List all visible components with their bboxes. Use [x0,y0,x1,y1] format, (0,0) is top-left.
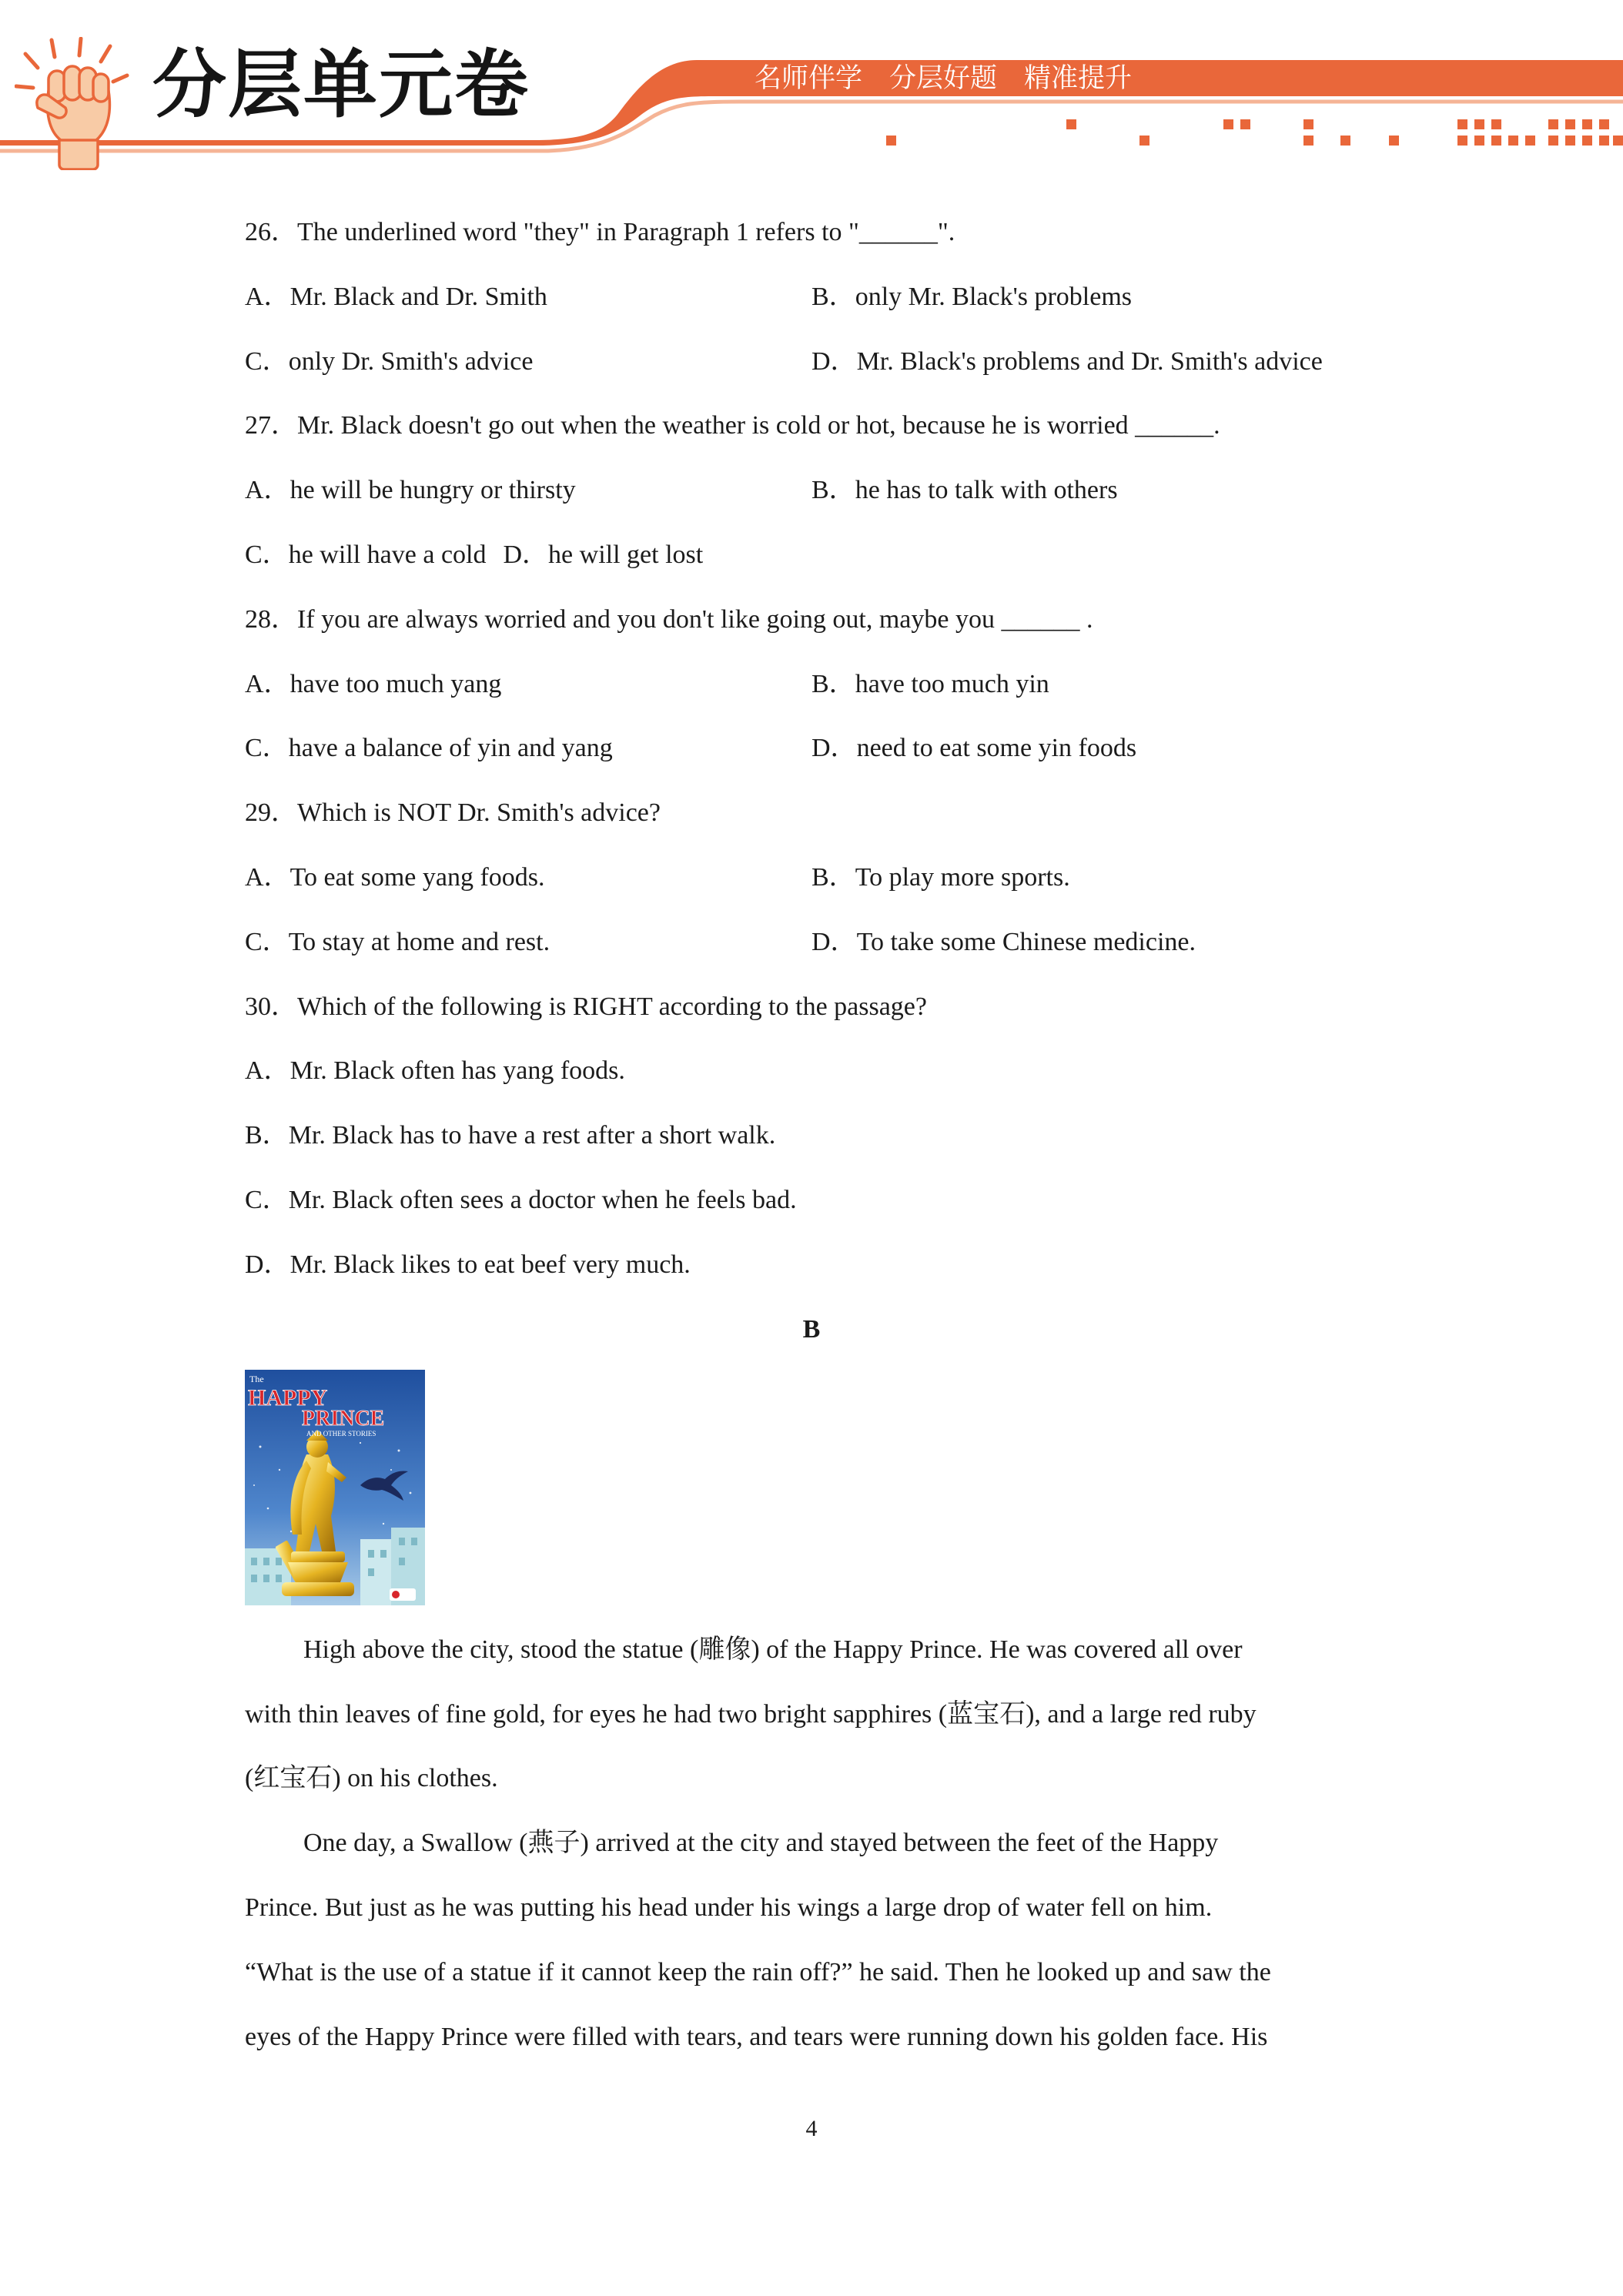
options-row [245,716,1378,781]
hand-fist [37,66,109,169]
paragraph-line: One day, a Swallow (燕子) arrived at the city and stayed between the feet of the Happy [303,1829,1219,1858]
option-text: have a balance of yin and yang [288,734,613,763]
question-stem [245,200,1378,265]
option-d [812,716,1378,781]
question-stem [245,781,1378,845]
option-label: C． [245,734,289,763]
question-number: 28． [245,604,297,634]
question-number: 27． [245,411,297,440]
decor-square [1066,119,1076,129]
question-text: Mr. Black doesn't go out when the weather is cold or hot, because he is worried ______. [297,411,1220,440]
option-a [245,845,812,910]
question-stem [245,393,1378,458]
decor-square [1240,119,1250,129]
paragraph-line: (红宝石) on his clothes. [245,1764,498,1793]
option-label: A． [245,476,290,505]
paragraph-line: Prince. But just as he was putting his head under his wings a large drop of water fell on him. [245,1893,1213,1923]
paragraph-line: “What is the use of a statue if it cannot keep the rain off?” he said. Then he looked up and saw the [245,1957,1271,1986]
options-row [245,330,1378,394]
option-a [245,652,812,717]
option-label: B． [812,669,855,698]
option-label: C． [245,1185,289,1214]
decor-square [1508,136,1518,146]
option-text: have too much yang [289,669,502,698]
publisher-logo-icon [390,1588,416,1601]
option-label: D． [245,1250,290,1279]
decor-square [1613,136,1623,146]
cover-subtitle: AND OTHER STORIES [306,1430,376,1438]
option-a [245,458,812,523]
option-text: have too much yin [855,669,1049,698]
question-text: Which is NOT Dr. Smith's advice? [297,798,661,828]
cover-title-line2: PRINCE [302,1407,385,1431]
option-text: To take some Chinese medicine. [856,927,1196,956]
page-number: 4 [805,2116,818,2141]
decor-square [1582,119,1592,129]
option-b [812,458,1378,523]
option-b [812,265,1378,330]
option-b [245,1103,1378,1168]
option-label: B． [812,476,855,505]
decor-square [1565,119,1575,129]
option-text: he will be hungry or thirsty [289,476,576,505]
option-text: he has to talk with others [855,476,1118,505]
decor-square [1303,119,1313,129]
option-c [245,541,486,569]
option-text: only Dr. Smith's advice [288,346,534,376]
brand-logo-text: 分层单元卷 [152,42,530,128]
option-label: A． [245,669,290,698]
option-text: he will get lost [548,540,704,569]
options-row [245,845,1378,910]
cover-title-small: The [249,1374,264,1385]
option-text: only Mr. Black's problems [855,282,1133,311]
hand-logo-icon [15,37,132,170]
question-text: If you are always worried and you don't like going out, maybe you ______ . [297,604,1093,634]
question-stem [245,975,1378,1039]
options-row-inline [245,523,1378,587]
book-cover-image [245,1370,425,1605]
options-row [245,652,1378,717]
cover-title-line1: HAPPY [248,1385,328,1411]
option-label: D． [812,927,857,956]
paragraph-line: with thin leaves of fine gold, for eyes he had two bright sapphires (蓝宝石), and a large red ruby [245,1699,1257,1729]
option-label: D． [812,346,857,376]
option-a [245,1039,1378,1103]
option-label: C． [245,346,289,376]
option-b [812,845,1378,910]
decor-square [1389,136,1399,146]
options-row [245,910,1378,975]
option-text: Mr. Black's problems and Dr. Smith's advice [856,346,1323,376]
decor-square [1491,119,1501,129]
decor-square [1565,136,1575,146]
decor-square [1223,119,1233,129]
option-d [812,330,1378,394]
option-text: To play more sports. [855,862,1070,892]
paragraph-line: High above the city, stood the statue (雕像) of the Happy Prince. He was covered all over [303,1635,1243,1664]
option-label: A． [245,282,290,311]
decor-square [886,136,896,146]
option-text: To eat some yang foods. [289,862,545,892]
decor-square [1548,119,1558,129]
question-text: Which of the following is RIGHT according to the passage? [297,992,927,1021]
decor-square [1303,136,1313,146]
option-c [245,910,812,975]
decor-square [1474,119,1484,129]
decor-square [1457,119,1467,129]
option-text: Mr. Black likes to eat beef very much. [289,1250,691,1279]
question-number: 26． [245,218,297,246]
option-d [812,910,1378,975]
option-label: A． [245,862,290,892]
options-row [245,265,1378,330]
decor-square [1582,136,1592,146]
option-label: B． [245,1121,289,1150]
decor-square [1340,136,1350,146]
option-label: B． [812,862,855,892]
option-c [245,330,812,394]
option-label: B． [812,282,855,311]
option-text: he will have a cold [288,540,487,569]
option-text: need to eat some yin foods [856,734,1137,763]
option-c [245,1168,1378,1233]
option-label: D． [812,734,857,763]
header-tagline: 名师伴学 分层好题 精准提升 [755,63,1133,94]
question-stem [245,587,1378,652]
option-text: To stay at home and rest. [288,927,550,956]
question-text: The underlined word "they" in Paragraph 1 refers to "______". [297,218,955,246]
paragraph-line: eyes of the Happy Prince were filled with tears, and tears were running down his golden face. His [245,2022,1268,2051]
option-d [503,541,703,569]
decor-square [1474,136,1484,146]
option-text: Mr. Black often has yang foods. [289,1056,625,1086]
option-b [812,652,1378,717]
decor-square [1548,136,1558,146]
question-number: 29． [245,798,297,828]
section-heading: B [802,1314,821,1344]
option-label: A． [245,1056,290,1086]
option-a [245,265,812,330]
option-d [245,1233,1378,1297]
decor-square [1525,136,1535,146]
decor-square [1491,136,1501,146]
decor-square [1457,136,1467,146]
option-c [245,716,812,781]
option-text: Mr. Black and Dr. Smith [289,282,547,311]
option-label: D． [503,540,549,569]
option-label: C． [245,540,289,569]
options-row [245,458,1378,523]
page-content [245,200,1378,2069]
decor-square [1599,119,1609,129]
question-number: 30． [245,992,297,1021]
decor-square [1599,136,1609,146]
option-text: Mr. Black often sees a doctor when he feels bad. [288,1185,797,1214]
decor-square [1139,136,1149,146]
option-label: C． [245,927,289,956]
option-text: Mr. Black has to have a rest after a short walk. [288,1121,776,1150]
decor-squares [886,119,1623,146]
